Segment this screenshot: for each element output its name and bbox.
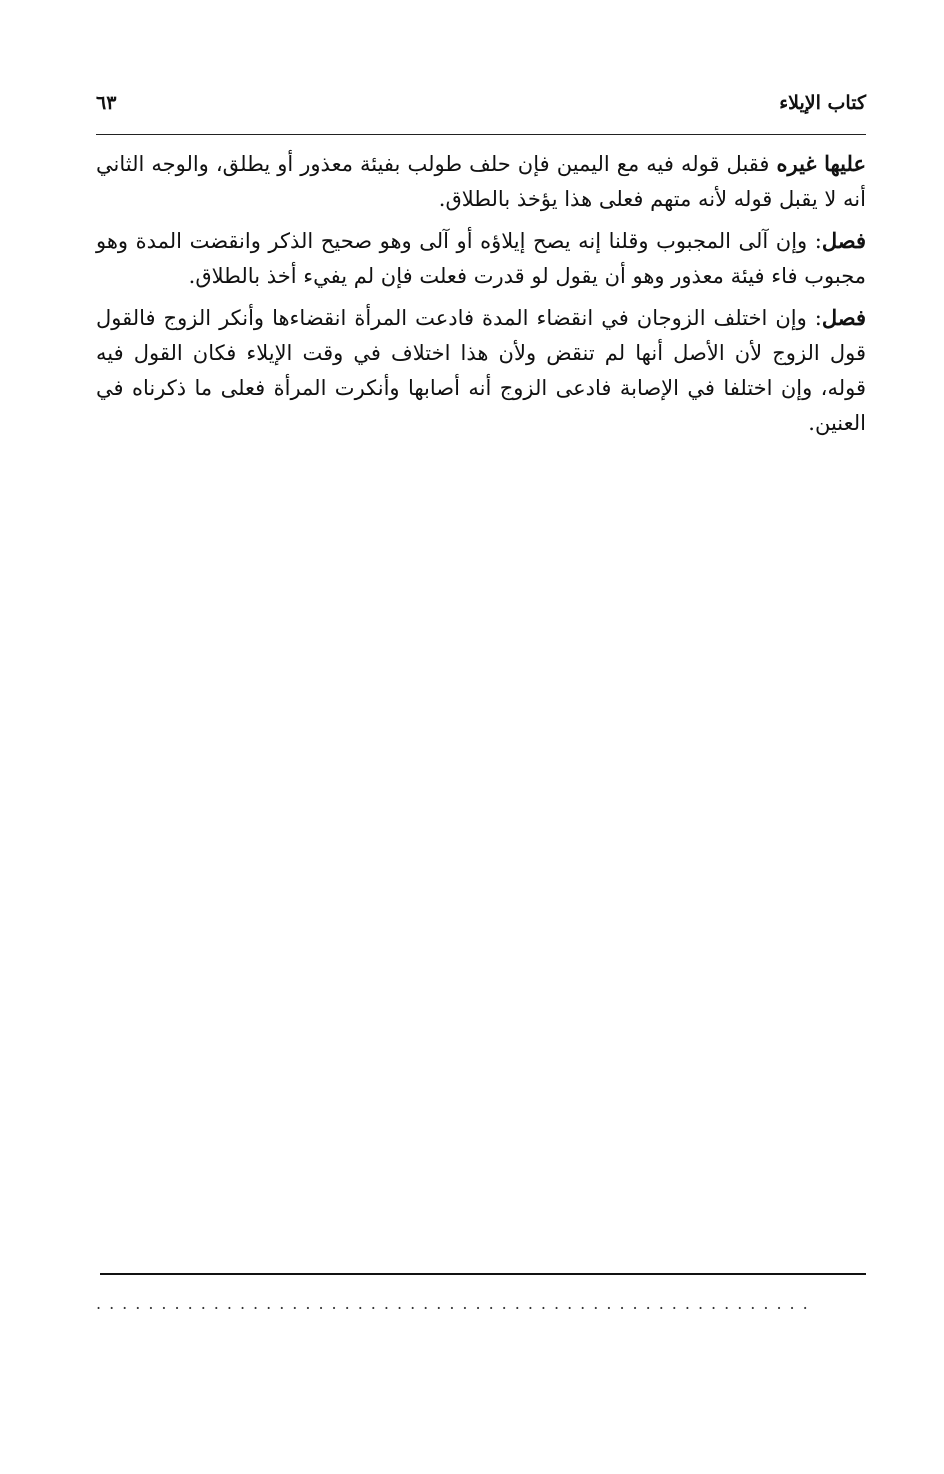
running-title: كتاب الإيلاء xyxy=(779,92,866,114)
paragraph-1 xyxy=(96,146,866,217)
paragraph-text: : وإن اختلف الزوجان في انقضاء المدة فادعت المرأة انقضاءها وأنكر الزوج فالقول قول الزوج لأن الأصل أنها لم تنقض ولأن هذا اختلاف في وقت الإيلاء فكان القول فيه قوله، وإن اختلفا في الإصابة فادعى الزوج أنه أصابها وأنكرت المرأة فعلى ما ذكرناه في العنين. xyxy=(96,306,866,435)
paragraph-2 xyxy=(96,223,866,294)
section-label: فصل xyxy=(821,305,866,330)
footnote-dots: ....................................................... xyxy=(96,1294,816,1313)
section-label: فصل xyxy=(821,228,866,253)
footnote-rule xyxy=(100,1273,866,1275)
body-text xyxy=(96,146,866,447)
page-header xyxy=(96,92,866,130)
paragraph-lead: عليها غيره xyxy=(776,151,866,176)
header-rule xyxy=(96,134,866,135)
page-number: ٦٣ xyxy=(96,92,117,114)
paragraph-text: فقبل قوله فيه مع اليمين فإن حلف طولب بفيئة معذور أو يطلق، والوجه الثاني أنه لا يقبل قوله لأنه متهم فعلى هذا يؤخذ بالطلاق. xyxy=(96,152,866,211)
paragraph-text: : وإن آلى المجبوب وقلنا إنه يصح إيلاؤه أو آلى وهو صحيح الذكر وانقضت المدة وهو مجبوب فاء فيئة معذور وهو أن يقول لو قدرت فعلت فإن لم يفيء أخذ بالطلاق. xyxy=(96,229,866,288)
paragraph-3 xyxy=(96,300,866,441)
